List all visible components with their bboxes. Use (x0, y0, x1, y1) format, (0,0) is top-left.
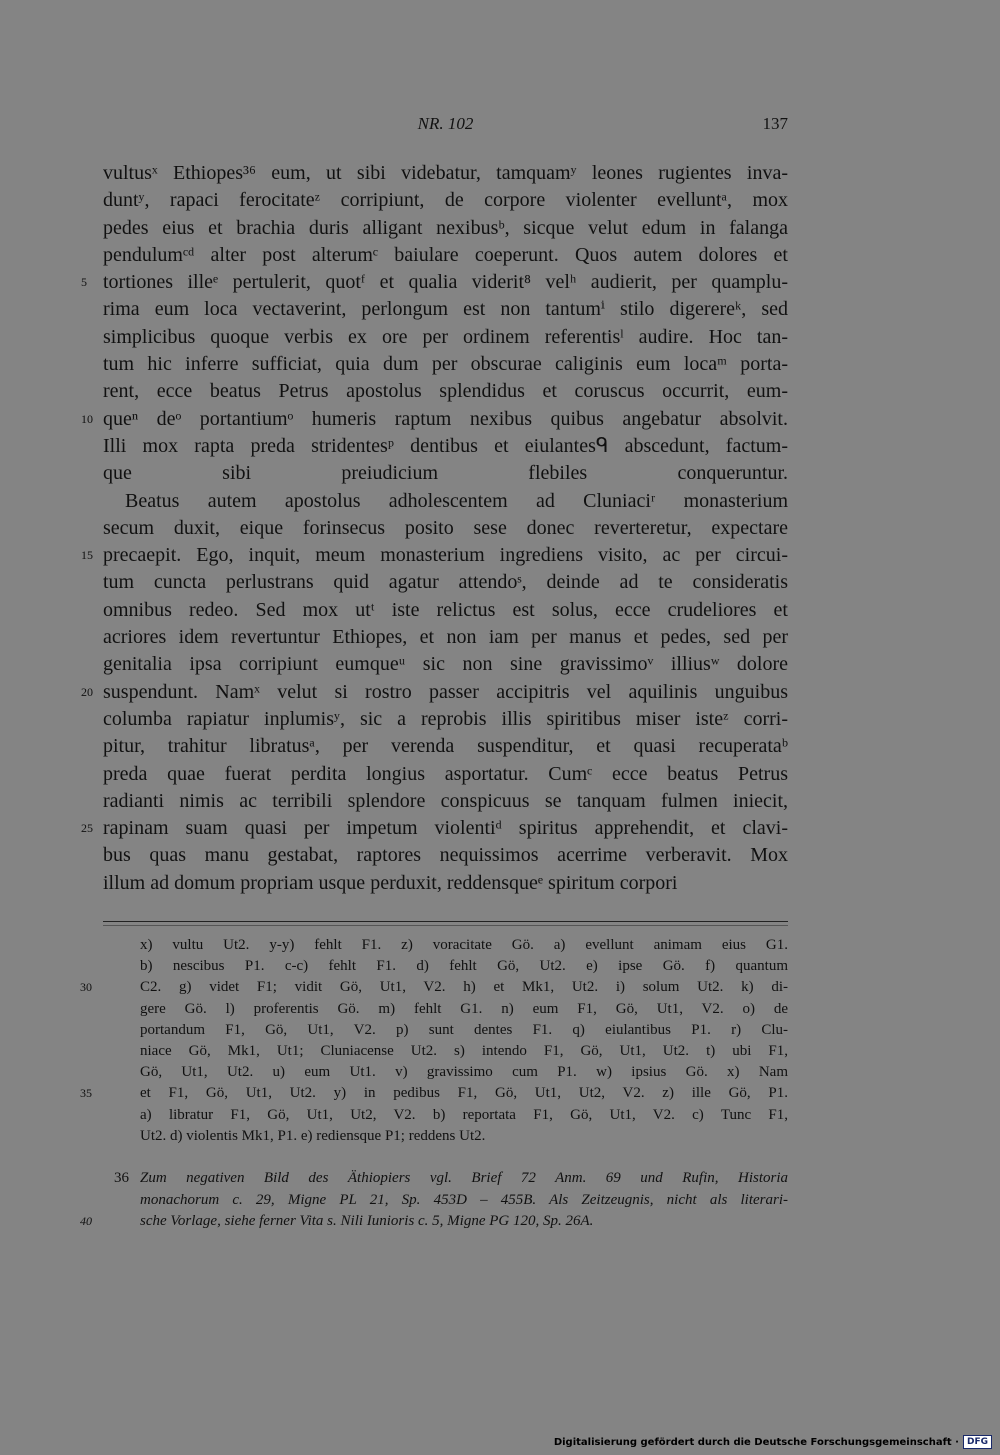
text-line-text: radianti nimis ac terribili splendore conspicuus se tanquam fulmen iniecit, (103, 789, 788, 812)
commentary-notes (80, 1168, 788, 1233)
text-line (103, 488, 788, 515)
text-line (103, 187, 788, 214)
apparatus-line-text: Ut2. d) violentis Mk1, P1. e) rediensque P1; reddens Ut2. (140, 1127, 486, 1144)
text-line-text: Illi mox rapta preda stridentesᵖ dentibus et eiulantesᑫ abscedunt, factum- (103, 434, 788, 457)
text-line-text: tum hic inferre sufficiat, quia dum per obscurae caliginis eum locaᵐ porta- (103, 353, 788, 376)
digitization-footer (554, 1435, 992, 1449)
text-line-text: duntʸ, rapaci ferocitateᶻ corripiunt, de corpore violenter evelluntᵃ, mox (103, 189, 788, 212)
apparatus-line (80, 977, 788, 998)
text-line-text: genitalia ipsa corripiunt eumqueᵘ sic non sine gravissimoᵛ illiusʷ dolore (103, 653, 788, 676)
text-line-text: rima eum loca vectaverint, perlongum est non tantumⁱ stilo digerereᵏ, sed (103, 298, 788, 321)
text-line-text: precaepit. Ego, inquit, meum monasterium ingrediens visito, ac per circui- (103, 544, 788, 567)
apparatus-line (140, 1041, 788, 1062)
apparatus-line (140, 956, 788, 977)
text-line-text: omnibus redeo. Sed mox utᵗ iste relictus est solus, ecce crudeliores et (103, 598, 788, 621)
text-line-text: Beatus autem apostolus adholescentem ad Cluniaciʳ monasterium (125, 489, 788, 512)
text-line-text: preda quae fuerat perdita longius asportatur. Cumᶜ ecce beatus Petrus (103, 762, 788, 785)
text-line-text: secum duxit, eique forinsecus posito sese donec reverteretur, expectare (103, 516, 788, 539)
line-number: 40 (80, 1214, 92, 1228)
footnote-rule (103, 921, 788, 922)
text-line (81, 542, 788, 569)
apparatus-line-text: Gö, Ut1, Ut2. u) eum Ut1. v) gravissimo cum P1. w) ipsius Gö. x) Nam (140, 1064, 788, 1081)
text-line (103, 378, 788, 405)
apparatus-line (140, 935, 788, 956)
apparatus-line-text: portandum F1, Gö, Ut1, V2. p) sunt dentes F1. q) eiulantibus P1. r) Clu- (140, 1021, 788, 1038)
apparatus-line (140, 1105, 788, 1126)
footnote-rule-secondary (103, 925, 788, 926)
text-line (103, 515, 788, 542)
text-line (103, 597, 788, 624)
text-line-text: rapinam suam quasi per impetum violentiᵈ spiritus apprehendit, et clavi- (103, 817, 788, 840)
text-line (103, 706, 788, 733)
text-line (103, 242, 788, 269)
page-number: 137 (762, 114, 788, 133)
apparatus-line (140, 1062, 788, 1083)
apparatus-line-text: et F1, Gö, Ut1, Ut2. y) in pedibus F1, Gö, Ut1, Ut2, V2. z) ille Gö, P1. (140, 1085, 788, 1102)
text-line-text: que sibi preiudicium flebiles conqueruntur. (103, 462, 788, 485)
note-line (140, 1190, 788, 1212)
note-line-text: monachorum c. 29, Migne PL 21, Sp. 453D – 455B. Als Zeitzeugnis, nicht als literari- (140, 1191, 788, 1208)
main-text (81, 160, 788, 897)
apparatus-line-text: a) libratur F1, Gö, Ut1, Ut2, V2. b) reportata F1, Gö, Ut1, V2. c) Tunc F1, (140, 1106, 788, 1123)
text-line (103, 761, 788, 788)
text-line (81, 679, 788, 706)
apparatus-line (140, 1126, 788, 1147)
text-line (81, 269, 788, 296)
text-line (103, 788, 788, 815)
text-line (103, 624, 788, 651)
apparatus-line (140, 1020, 788, 1041)
apparatus-line-text: niace Gö, Mk1, Ut1; Cluniacense Ut2. s) intendo F1, Gö, Ut1, Ut2. t) ubi F1, (140, 1042, 788, 1059)
note-line (114, 1168, 788, 1190)
note-line-text: Zum negativen Bild des Äthiopiers vgl. Brief 72 Anm. 69 und Rufin, Historia (140, 1170, 788, 1186)
text-line-text: pendulumᶜᵈ alter post alterumᶜ baiulare coeperunt. Quos autem dolores et (103, 243, 788, 266)
text-line-text: simplicibus quoque verbis ex ore per ordinem referentisˡ audire. Hoc tan- (103, 325, 788, 348)
text-line (103, 651, 788, 678)
text-line (103, 569, 788, 596)
apparatus-line (140, 999, 788, 1020)
text-line (103, 296, 788, 323)
text-line (81, 406, 788, 433)
apparatus-line (80, 1083, 788, 1104)
apparatus-line-text: C2. g) videt F1; vidit Gö, Ut1, V2. h) et Mk1, Ut2. i) solum Ut2. k) di- (140, 979, 788, 996)
line-number: 15 (81, 548, 93, 563)
critical-apparatus (80, 935, 788, 1147)
text-line (103, 324, 788, 351)
apparatus-line-text: gere Gö. l) proferentis Gö. m) fehlt G1. n) eum F1, Gö, Ut1, V2. o) de (140, 1000, 788, 1017)
apparatus-line-text: x) vultu Ut2. y-y) fehlt F1. z) voracitate Gö. a) evellunt animam eius G1. (140, 937, 788, 953)
text-line-text: acriores idem revertuntur Ethiopes, et non iam per manus et pedes, sed per (103, 626, 788, 649)
line-number: 10 (81, 411, 93, 426)
text-line (103, 215, 788, 242)
text-line-text: tortiones illeᵉ pertulerit, quotᶠ et qualia viderit⁸ velʰ audierit, per quamplu- (103, 271, 788, 294)
text-line (103, 160, 788, 187)
line-number: 30 (80, 980, 92, 995)
line-number: 35 (80, 1086, 92, 1101)
text-line (103, 433, 788, 460)
line-number: 5 (81, 275, 87, 290)
text-line-text: queⁿ deᵒ portantiumᵒ humeris raptum nexibus quibus angebatur absolvit. (103, 407, 788, 430)
running-title: NR. 102 (417, 114, 474, 133)
line-number: 25 (81, 821, 93, 836)
text-line-text: bus quas manu gestabat, raptores nequissimos acerrime verberavit. Mox (103, 844, 788, 867)
footnote-number: 36 (114, 1170, 129, 1186)
line-number: 20 (81, 684, 93, 699)
text-line-text: tum cuncta perlustrans quid agatur attendoˢ, deinde ad te consideratis (103, 571, 788, 594)
text-line (103, 842, 788, 869)
note-line-text: sche Vorlage, siehe ferner Vita s. Nili Iunioris c. 5, Migne PG 120, Sp. 26A. (140, 1213, 594, 1229)
footer-text: Digitalisierung gefördert durch die Deutsche Forschungsgemeinschaft · (553, 1436, 959, 1448)
text-line-text: pitur, trahitur libratusᵃ, per verenda suspenditur, et quasi recuperataᵇ (103, 735, 788, 758)
text-line-text: pedes eius et brachia duris alligant nexibusᵇ, sicque velut edum in falanga (103, 216, 788, 239)
text-line (103, 460, 788, 487)
text-line (103, 351, 788, 378)
text-line-text: rent, ecce beatus Petrus apostolus splendidus et coruscus occurrit, eum- (103, 380, 788, 403)
text-line (103, 870, 788, 897)
text-line-text: illum ad domum propriam usque perduxit, reddensqueᵉ spiritum corpori (103, 871, 678, 894)
text-line-text: suspendunt. Namˣ velut si rostro passer accipitris vel aquilinis unguibus (103, 680, 788, 703)
running-header (103, 114, 788, 136)
text-line (81, 815, 788, 842)
text-line-text: vultusˣ Ethiopes³⁶ eum, ut sibi videbatur, tamquamʸ leones rugientes inva- (103, 162, 788, 184)
note-line (80, 1211, 788, 1233)
text-line (103, 733, 788, 760)
text-line-text: columba rapiatur inplumisʸ, sic a reprobis illis spiritibus miser isteᶻ corri- (103, 707, 788, 730)
dfg-logo: DFG (963, 1435, 992, 1449)
apparatus-line-text: b) nescibus P1. c-c) fehlt F1. d) fehlt Gö, Ut2. e) ipse Gö. f) quantum (140, 958, 788, 975)
